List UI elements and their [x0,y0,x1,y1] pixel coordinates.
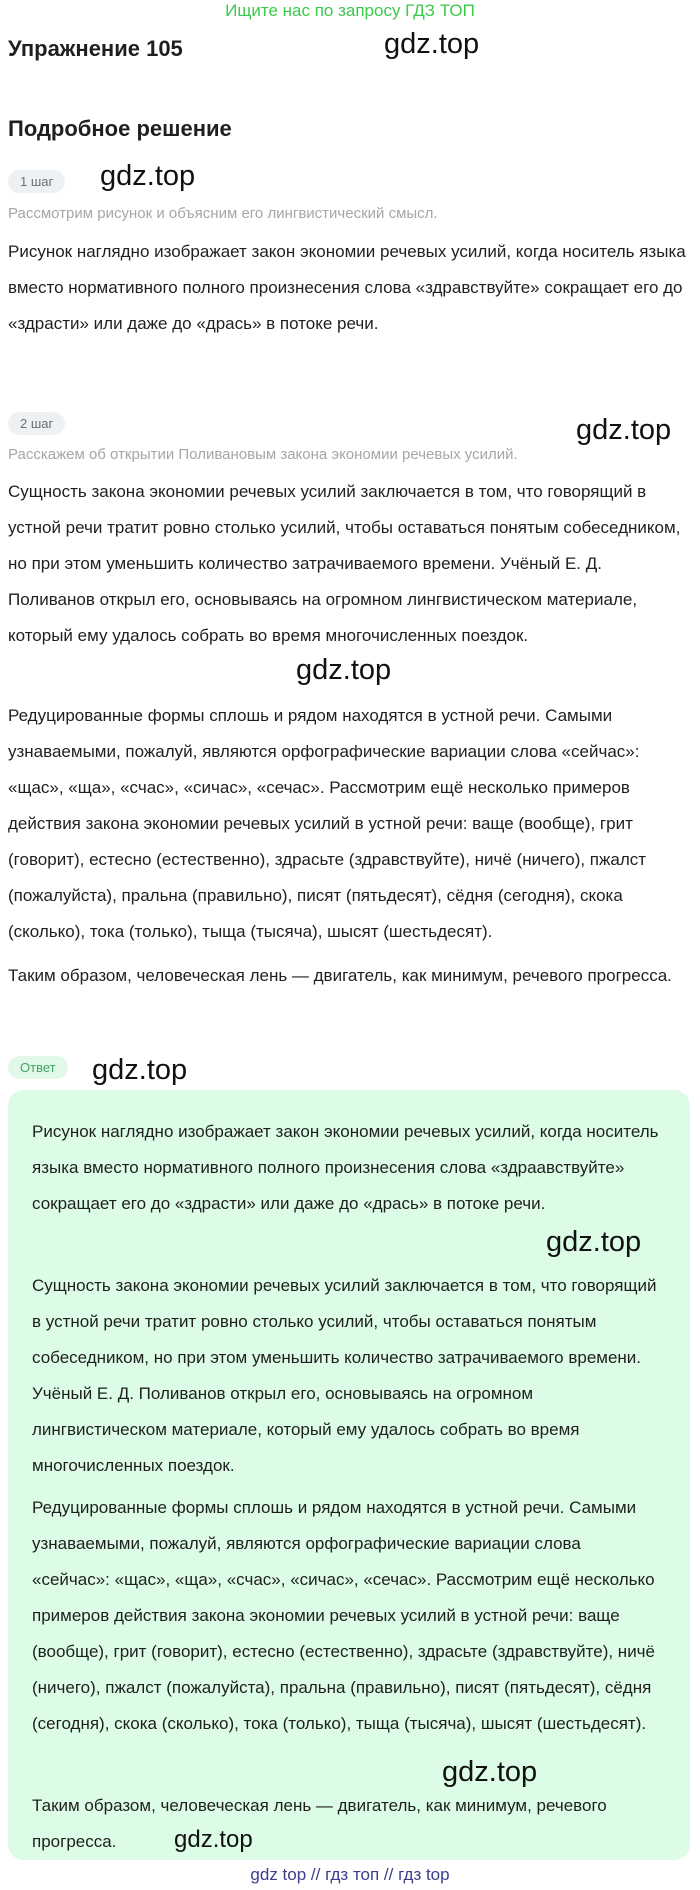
step-1-badge: 1 шаг [8,170,65,193]
step-2-paragraph: Редуцированные формы сплошь и рядом находятся в устной речи. Самыми узнаваемыми, пожалуй, являются орфографические вариации слова «сейчас»: «щас», «ща», «счас», «сичас», «сечас». Рассмотрим ещё несколько примеров действия закона экономии речевых усилий в устной речи: ваще (вообще), грит (говорит), естесно (естественно), здрасьте (здравствуйте), ничё (ничего), пжалст (пожалуйста), пральна (правильно), писят (пятьдесят), сёдня (сегодня), скока (сколько), тока (только), тыща (тысяча), шысят (шестьдесят). [8,706,647,941]
step-2-paragraph: Сущность закона экономии речевых усилий заключается в том, что говорящий в устной речи тратит ровно столько усилий, чтобы оставаться понятым собеседником, но при этом уменьшить количество затрачиваемого времени. Учёный Е. Д. Поливанов открыл его, основываясь на огромном лингвистическом материале, который ему удалось собрать во время многочисленных поездок. [8,482,681,645]
answer-paragraph: Таким образом, человеческая лень — двигатель, как минимум, речевого прогресса. [32,1796,607,1851]
watermark: gdz.top [546,1226,642,1258]
step-2-hint: Расскажем об открытии Поливановым закона экономии речевых усилий. [8,446,518,463]
answer-badge: Ответ [8,1056,68,1079]
step-2-paragraph: Таким образом, человеческая лень — двигатель, как минимум, речевого прогресса. [8,966,672,985]
watermark: gdz.top [384,28,480,60]
watermark: gdz.top [92,1054,188,1086]
watermark: gdz.top [576,414,672,446]
step-1-hint: Рассмотрим рисунок и объясним его лингвистический смысл. [8,205,438,222]
section-title: Подробное решение [8,116,232,141]
watermark: gdz.top [442,1756,538,1788]
watermark: gdz.top [174,1826,253,1853]
watermark: gdz.top [296,654,392,686]
exercise-title: Упражнение 105 [8,36,183,61]
footer-links: gdz top // гдз топ // гдз top [250,1865,450,1884]
answer-paragraph: Редуцированные формы сплошь и рядом находятся в устной речи. Самыми узнаваемыми, пожалуй, являются орфографические вариации слова «сейчас»: «щас», «ща», «счас», «сичас», «сечас». Рассмотрим ещё несколько примеров действия закона экономии речевых усилий в устной речи: ваще (вообще), грит (говорит), естесно (естественно), здрасьте (здравствуйте), ничё (ничего), пжалст (пожалуйста), пральна (правильно), писят (пятьдесят), сёдня (сегодня), скока (сколько), тока (только), тыща (тысяча), шысят (шестьдесят). [32,1498,655,1733]
answer-paragraph: Сущность закона экономии речевых усилий заключается в том, что говорящий в устной речи тратит ровно столько усилий, чтобы оставаться понятым собеседником, но при этом уменьшить количество затрачиваемого времени. Учёный Е. Д. Поливанов открыл его, основываясь на огромном лингвистическом материале, который ему удалось собрать во время многочисленных поездок. [32,1276,657,1475]
search-banner: Ищите нас по запросу ГДЗ ТОП [225,1,475,20]
answer-paragraph: Рисунок наглядно изображает закон экономии речевых усилий, когда носитель языка вместо нормативного полного произнесения слова «здраавствуйте» сокращает его до «здрасти» или даже до «дрась» в потоке речи. [32,1122,659,1213]
step-1-paragraph: Рисунок наглядно изображает закон экономии речевых усилий, когда носитель языка вместо нормативного полного произнесения слова «здравствуйте» сокращает его до «здрасти» или даже до «дрась» в потоке речи. [8,242,686,333]
watermark: gdz.top [100,160,196,192]
step-2-badge: 2 шаг [8,412,65,435]
